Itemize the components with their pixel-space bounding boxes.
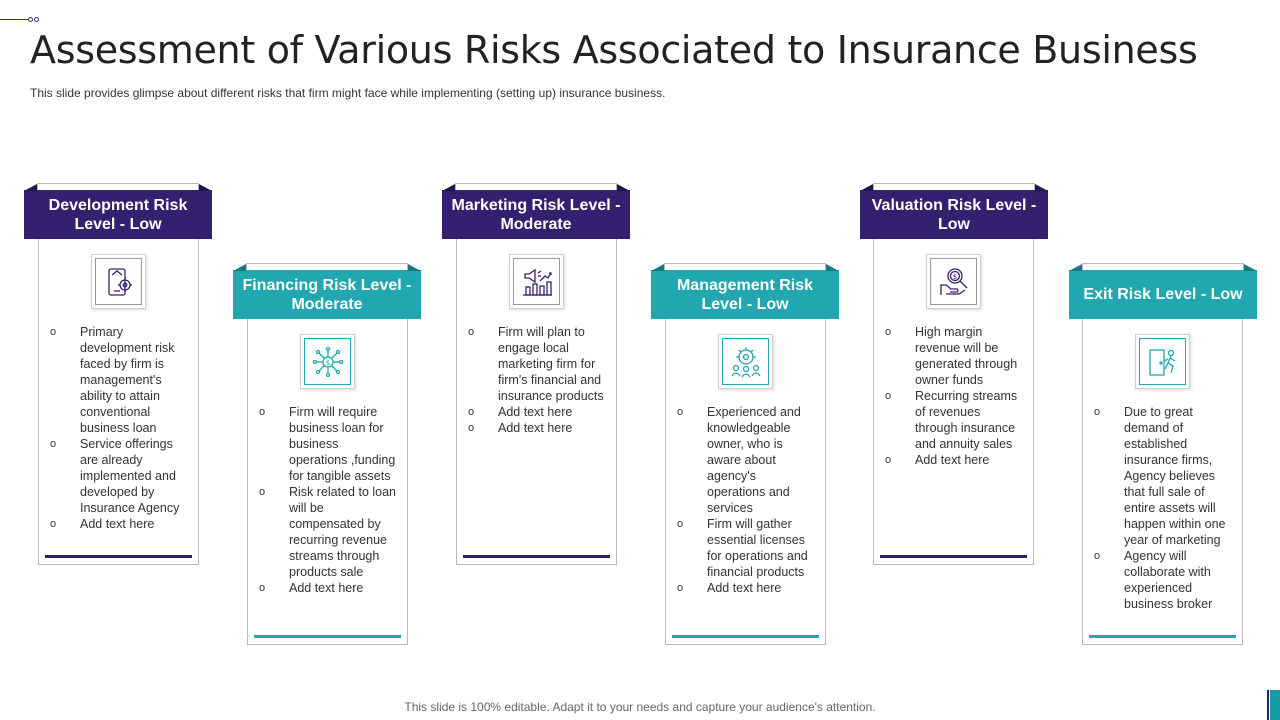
- bullet-item: o Add text here: [885, 452, 1025, 468]
- bullet-item: o Firm will gather essential licenses for operations and financial products: [677, 516, 817, 580]
- header-exit-risk: [1069, 270, 1257, 319]
- bullet-list: [677, 404, 817, 596]
- mobile-gear-icon: [102, 265, 136, 299]
- card-bottom-bar: [880, 555, 1027, 558]
- bullet-item: o Service offerings are already implemented and developed by Insurance Agency: [50, 436, 185, 516]
- header-label: Management Risk Level - Low: [676, 276, 814, 313]
- network-dollar-icon: [311, 345, 345, 379]
- bullet-item: o Add text here: [50, 516, 185, 532]
- bullet-item: o Add text here: [677, 580, 817, 596]
- corner-accent: [1270, 690, 1280, 720]
- header-label: Development Risk Level - Low: [48, 196, 188, 233]
- team-gear-icon: [729, 345, 763, 379]
- bullet-item: o Agency will collaborate with experienced business broker: [1094, 548, 1232, 612]
- card-bottom-bar: [254, 635, 401, 638]
- bullet-list: [885, 324, 1025, 468]
- card-bottom-bar: [463, 555, 610, 558]
- bullet-item: o Firm will plan to engage local marketing firm for firm's financial and insurance products: [468, 324, 606, 404]
- bullet-list: [259, 404, 397, 596]
- page-title: Assessment of Various Risks Associated to Insurance Business: [30, 28, 1198, 72]
- icon-box: [300, 334, 355, 389]
- icon-box: [91, 254, 146, 309]
- bullet-item: o Firm will require business loan for business operations ,funding for tangible assets: [259, 404, 397, 484]
- svg-text:$: $: [952, 272, 957, 281]
- icon-box: [718, 334, 773, 389]
- header-financing-risk: [233, 270, 421, 319]
- header-development-risk: [24, 190, 212, 239]
- bullet-item: o Risk related to loan will be compensated by recurring revenue streams through products sale: [259, 484, 397, 580]
- bullet-item: o Add text here: [468, 420, 606, 436]
- footer-note: This slide is 100% editable. Adapt it to your needs and capture your audience's attention.: [404, 700, 876, 714]
- header-valuation-risk: [860, 190, 1048, 239]
- header-label: Valuation Risk Level - Low: [871, 196, 1037, 233]
- icon-box: [1135, 334, 1190, 389]
- svg-text:$: $: [325, 358, 330, 367]
- bullet-item: o Experienced and knowledgeable owner, who is aware about agency's operations and services: [677, 404, 817, 516]
- top-decoration: [0, 18, 40, 22]
- bullet-item: o Primary development risk faced by firm is management's ability to attain conventional business loan: [50, 324, 185, 436]
- card-bottom-bar: [45, 555, 192, 558]
- bullet-list: [50, 324, 185, 532]
- bullet-item: o Due to great demand of established insurance firms, Agency believes that full sale of entire assets will happen within one year of marketing: [1094, 404, 1232, 548]
- header-label: Marketing Risk Level - Moderate: [451, 196, 621, 233]
- exit-door-icon: [1146, 345, 1180, 379]
- header-label: Financing Risk Level - Moderate: [242, 276, 412, 313]
- bullet-item: o Add text here: [259, 580, 397, 596]
- bullet-item: o Recurring streams of revenues through insurance and annuity sales: [885, 388, 1025, 452]
- header-management-risk: [651, 270, 839, 319]
- icon-box: [509, 254, 564, 309]
- card-bottom-bar: [1089, 635, 1236, 638]
- bullet-item: o Add text here: [468, 404, 606, 420]
- icon-box: [926, 254, 981, 309]
- bullet-list: [1094, 404, 1232, 612]
- megaphone-chart-icon: [520, 265, 554, 299]
- header-marketing-risk: [442, 190, 630, 239]
- header-label: Exit Risk Level - Low: [1083, 286, 1243, 303]
- card-bottom-bar: [672, 635, 819, 638]
- bullet-item: o High margin revenue will be generated through owner funds: [885, 324, 1025, 388]
- hand-magnifier-dollar-icon: [937, 265, 971, 299]
- bullet-list: [468, 324, 606, 436]
- page-subtitle: This slide provides glimpse about different risks that firm might face while implementing (setting up) insurance business.: [30, 86, 666, 100]
